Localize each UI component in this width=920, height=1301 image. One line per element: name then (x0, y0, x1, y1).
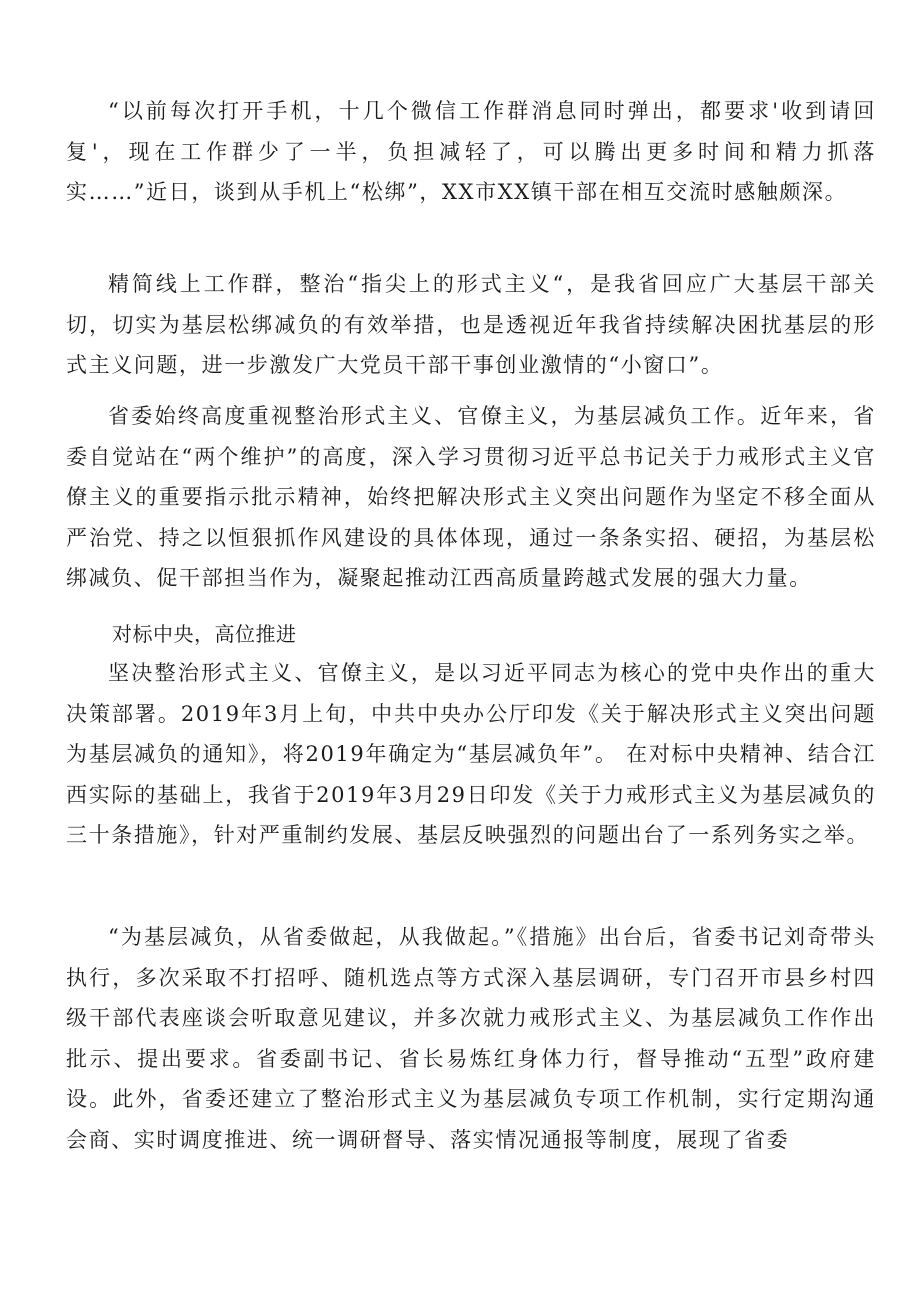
document-paragraph (66, 264, 876, 386)
section-heading: 对标中央，高位推进 (112, 622, 297, 646)
document-paragraph (66, 91, 876, 213)
document-paragraph (66, 396, 876, 599)
paragraph-text: “以前每次打开手机，十几个微信工作群消息同时弹出，都要求'收到请回复'，现在工作群少了一半，负担减轻了，可以腾出更多时间和精力抓落实……”近日，谈到从手机上“松绑”，XX市XX镇干部在相互交流时感触颇深。 (66, 99, 876, 204)
paragraph-text: 精简线上工作群，整治“指尖上的形式主义“，是我省回应广大基层干部关切，切实为基层松绑减负的有效举措，也是透视近年我省持续解决困扰基层的形式主义问题，进一步激发广大党员干部干事创业激情的“小窗口”。 (66, 272, 876, 377)
section-heading-block (66, 617, 876, 651)
document-paragraph (66, 917, 876, 1160)
paragraph-text: “为基层减负，从省委做起，从我做起。”《措施》出台后，省委书记刘奇带头执行，多次采取不打招呼、随机选点等方式深入基层调研，专门召开市县乡村四级干部代表座谈会听取意见建议，并多次就力戒形式主义、为基层减负工作作出批示、提出要求。省委副书记、省长易炼红身体力行，督导推动“五型”政府建设。此外，省委还建立了整治形式主义为基层减负专项工作机制，实行定期沟通会商、实时调度推进、统一调研督导、落实情况通报等制度，展现了省委 (66, 925, 876, 1152)
paragraph-text: 省委始终高度重视整治形式主义、官僚主义，为基层减负工作。近年来，省委自觉站在“两个维护”的高度，深入学习贯彻习近平总书记关于力戒形式主义官僚主义的重要指示批示精神，始终把解决形式主义突出问题作为坚定不移全面从严治党、持之以恒狠抓作风建设的具体体现，通过一条条实招、硬招，为基层松绑减负、促干部担当作为，凝聚起推动江西高质量跨越式发展的强大力量。 (66, 404, 876, 590)
paragraph-text: 坚决整治形式主义、官僚主义，是以习近平同志为核心的党中央作出的重大决策部署。2019年3月上旬，中共中央办公厅印发《关于解决形式主义突出问题为基层减负的通知》，将2019年确定为“基层减负年”。 在对标中央精神、结合江西实际的基础上，我省于2019年3月29日印发《关于力戒形式主义为基层减负的三十条措施》，针对严重制约发展、基层反映强烈的问题出台了一系列务实之举。 (66, 661, 876, 847)
document-paragraph (66, 653, 876, 856)
